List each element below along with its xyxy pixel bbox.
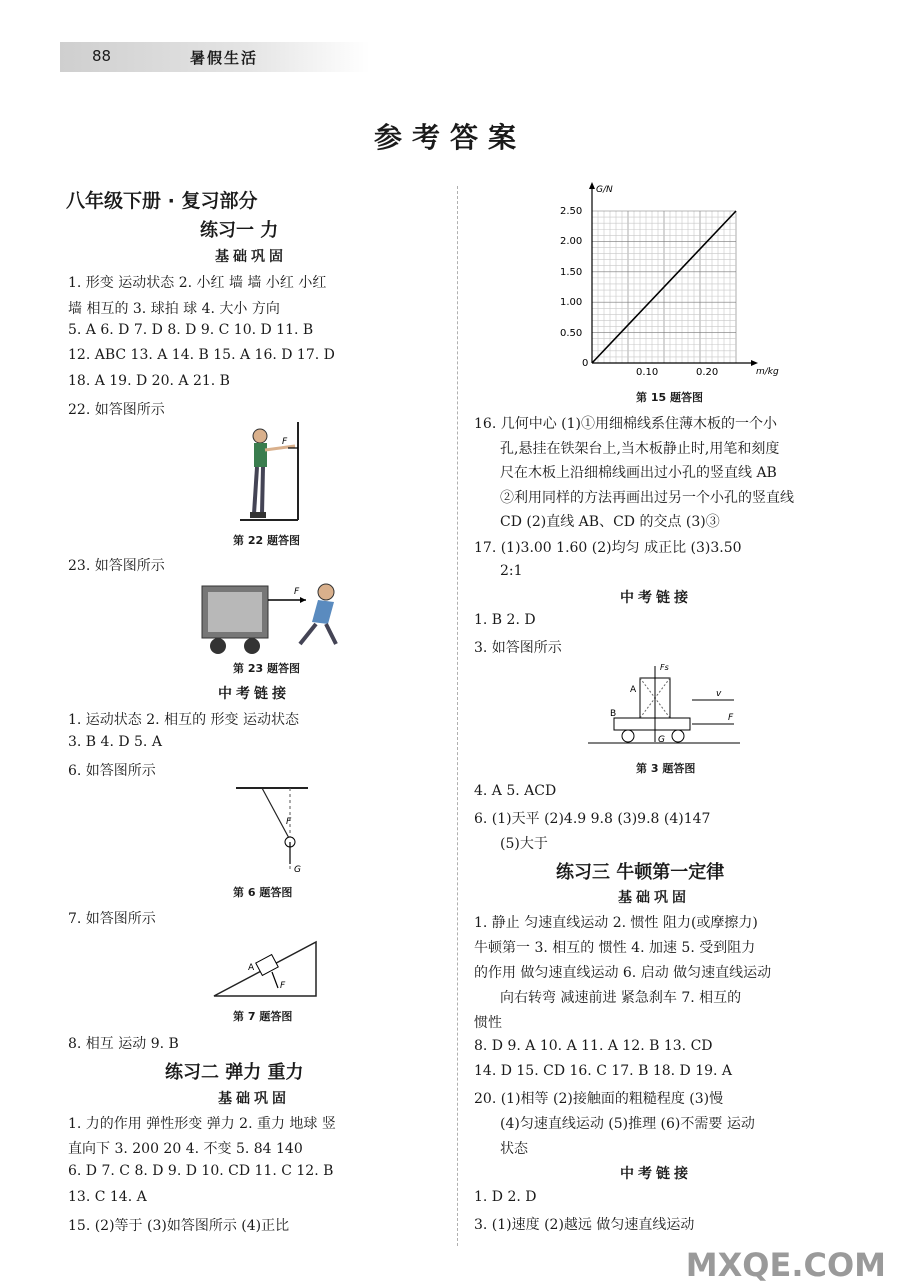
answer-line: 17. (1)3.00 1.60 (2)均匀 成正比 (3)3.50 [474,540,742,556]
page-title: 参考答案 [373,121,526,154]
answer-line: 的作用 做匀速直线运动 6. 启动 做匀速直线运动 [474,965,772,981]
answer-line: 1. 运动状态 2. 相互的 形变 运动状态 [68,712,299,728]
answer-line: 牛顿第一 3. 相互的 惯性 4. 加速 5. 受到阻力 [474,940,756,956]
figure-6-caption: 第 6 题答图 [233,886,293,899]
answer-line: 孔,悬挂在铁架台上,当木板静止时,用笔和刻度 [500,441,780,457]
zhongkao-link-heading: 中考链接 [620,1166,692,1182]
force-label: F [282,437,288,447]
answer-line: (4)匀速直线运动 (5)推理 (6)不需要 运动 [500,1116,755,1132]
answer-line: 6. 如答图所示 [68,763,156,779]
answer-line: 8. D 9. A 10. A 11. A 12. B 13. CD [474,1038,713,1054]
figure-15-caption: 第 15 题答图 [636,391,703,404]
answer-line: 3. B 4. D 5. A [68,734,162,750]
figure-23-caption: 第 23 题答图 [233,662,300,675]
answer-line: 向右转弯 减速前进 紧急刹车 7. 相互的 [500,990,742,1006]
answer-line: 1. 力的作用 弹性形变 弹力 2. 重力 地球 竖 [68,1116,336,1132]
answer-line: 14. D 15. CD 16. C 17. B 18. D 19. A [474,1063,733,1079]
answer-line: 8. 相互 运动 9. B [68,1036,179,1052]
part-heading: 八年级下册 · 复习部分 [66,190,258,212]
exercise-1-heading: 练习一 力 [200,220,279,241]
answer-line: 直向下 3. 200 20 4. 不变 5. 84 140 [68,1141,303,1157]
figure-3-caption: 第 3 题答图 [636,762,696,775]
block-a-label: A [630,685,637,695]
y-tick: 2.00 [560,236,583,247]
y-axis-arrow [589,182,595,189]
answer-line: 1. D 2. D [474,1189,537,1205]
exercise-2-subheading: 基础巩固 [218,1091,290,1107]
force-label: F [728,713,734,723]
figure-6 [232,782,312,878]
answer-line: 18. A 19. D 20. A 21. B [68,373,230,389]
answer-line: 3. 如答图所示 [474,640,562,656]
y-axis-label: G/N [596,185,613,195]
gravity-label: G [658,735,665,745]
answer-line: 墙 相互的 3. 球拍 球 4. 大小 方向 [68,301,280,317]
figure-7 [212,936,322,1000]
figure-23 [196,578,356,658]
force-label: F [286,817,292,827]
answer-line: 15. (2)等于 (3)如答图所示 (4)正比 [68,1218,290,1234]
answer-line: 1. 形变 运动状态 2. 小红 墙 墙 小红 小红 [68,275,327,291]
gravity-label: G [294,865,301,875]
exercise-3-heading: 练习三 牛顿第一定律 [556,862,725,883]
answer-line: ②利用同样的方法再画出过另一个小孔的竖直线 [500,490,794,506]
answer-line: 16. 几何中心 (1)①用细棉线系住薄木板的一个小 [474,416,777,432]
support-force-label: Fs [660,663,669,672]
answer-line: 6. (1)天平 (2)4.9 9.8 (3)9.8 (4)147 [474,811,711,827]
exercise-1-subheading: 基础巩固 [215,249,287,265]
zhongkao-link-heading: 中考链接 [620,590,692,606]
x-axis-arrow [751,360,758,366]
answer-line: 1. 静止 匀速直线运动 2. 惯性 阻力(或摩擦力) [474,915,758,931]
page-number: 88 [92,47,112,65]
y-tick: 0.50 [560,328,583,339]
answer-line: 13. C 14. A [68,1189,147,1205]
y-tick: 1.00 [560,297,583,308]
answer-line: 2:1 [500,563,523,579]
cart-b-label: B [610,709,617,719]
answer-line: 23. 如答图所示 [68,558,165,574]
zhongkao-link-heading: 中考链接 [218,686,290,702]
section-title: 暑假生活 [190,49,259,67]
y-tick: 1.50 [560,267,583,278]
answer-line: 22. 如答图所示 [68,402,165,418]
exercise-2-heading: 练习二 弹力 重力 [165,1062,304,1083]
answer-line: 12. ABC 13. A 14. B 15. A 16. D 17. D [68,347,335,363]
y-tick: 2.50 [560,206,583,217]
answer-line: 尺在木板上沿细棉线画出过小孔的竖直线 AB [500,465,777,481]
answer-line: CD (2)直线 AB、CD 的交点 (3)③ [500,514,720,530]
answer-line: 3. (1)速度 (2)越远 做匀速直线运动 [474,1217,695,1233]
column-divider [457,186,458,1246]
x-tick: 0.10 [636,367,659,376]
answer-line: 5. A 6. D 7. D 8. D 9. C 10. D 11. B [68,322,314,338]
x-axis-label: m/kg [756,367,779,376]
answer-line: 7. 如答图所示 [68,911,156,927]
force-label: F [294,587,300,597]
answer-line: 惯性 [474,1015,502,1031]
answer-line: 状态 [500,1141,528,1157]
figure-15-graph [556,180,796,376]
block-label: A [248,963,255,973]
watermark: MXQE.COM [685,1246,886,1284]
figure-22 [240,420,310,526]
answer-line: (5)大于 [500,836,548,852]
figure-22-caption: 第 22 题答图 [233,534,300,547]
answer-line: 6. D 7. C 8. D 9. D 10. CD 11. C 12. B [68,1163,334,1179]
force-label: F [280,981,286,991]
answer-line: 1. B 2. D [474,612,536,628]
figure-7-caption: 第 7 题答图 [233,1010,293,1023]
figure-3 [584,658,744,750]
origin-label: 0 [582,358,589,369]
answer-line: 4. A 5. ACD [474,783,557,799]
answer-line: 20. (1)相等 (2)接触面的粗糙程度 (3)慢 [474,1091,724,1107]
x-tick: 0.20 [696,367,719,376]
velocity-label: v [716,689,722,699]
exercise-3-subheading: 基础巩固 [618,890,690,906]
